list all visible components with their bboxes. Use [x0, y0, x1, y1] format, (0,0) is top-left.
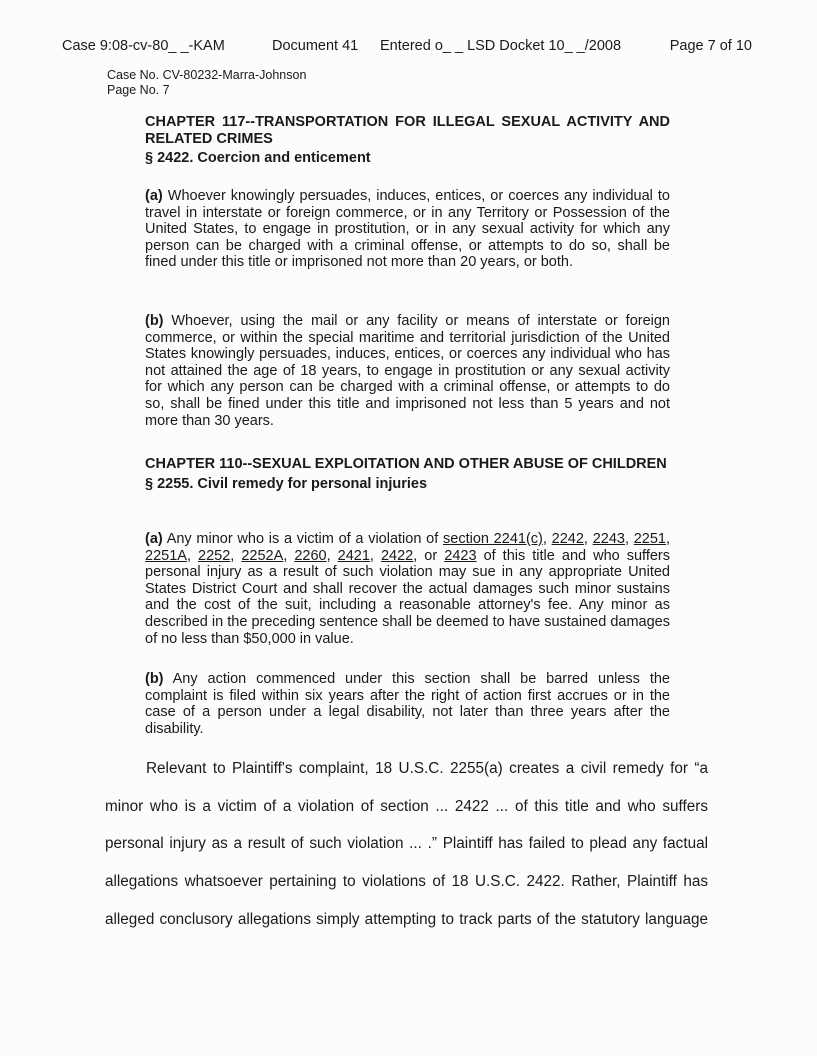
statute-link[interactable]: 2422 — [380, 547, 414, 564]
argument-line: minor who is a victim of a violation of section ... 2422 ... of this title and who suffers — [105, 798, 708, 815]
section-2255-heading: § 2255. Civil remedy for personal injuries — [145, 475, 428, 492]
paragraph-text: Whoever knowingly persuades, induces, entices, or coerces any individual to travel in interstate or foreign commerce, or in any Territory or Possession of the United States, to engage in prostitution, or in any sexual activity for which any person can be charged with a criminal offense, or attempts to do so, shall be fined under this title or imprisoned not more than 20 years, or both. — [145, 188, 670, 271]
statute-link[interactable]: 2251 — [633, 531, 666, 547]
section-2255-paragraph-b — [145, 671, 670, 737]
statute-link[interactable]: section 2241(c) — [443, 531, 543, 547]
statute-link[interactable]: 2423 — [444, 547, 477, 564]
case-number-line: Case No. CV-80232-Marra-Johnson — [107, 68, 307, 82]
running-header — [107, 68, 306, 98]
paragraph-text: Whoever, using the mail or any facility or means of interstate or foreign commerce, or within the special maritime and territorial jurisdiction of the United States knowingly persuades, induces, entices, or coerces any individual who has not attained the age of 18 years, to engage in prostitution or any sexual activity for which any person can be charged with a criminal offense, or attempts to do so, shall be fined under this title and imprisoned not less than 5 years and not more than 30 years. — [145, 313, 670, 429]
docket-page-count: Page 7 of 10 — [669, 38, 752, 54]
paragraph-label: (a) — [145, 188, 163, 204]
paragraph-label: (a) — [145, 531, 163, 547]
docket-document-number: Document 41 — [272, 38, 359, 54]
docket-entered-date: Entered o_ _ LSD Docket 10_ _/2008 — [380, 38, 622, 54]
argument-line: alleged conclusory allegations simply attempting to track parts of the statutory language — [105, 911, 708, 928]
page-number-line: Page No. 7 — [107, 83, 170, 97]
statute-link[interactable]: 2252A — [241, 547, 284, 564]
statute-link[interactable]: 2243 — [592, 531, 625, 547]
argument-line: allegations whatsoever pertaining to violations of 18 U.S.C. 2422. Rather, Plaintiff has — [105, 873, 708, 890]
chapter-117-block — [145, 114, 670, 167]
section-2255-paragraph-a: (a) Any minor who is a victim of a violation of section 2241(c), 2242, 2243, 2251, 2251A, 2252, 2252A, 2260, 2421, 2422, or 2423 of this title and who suffers personal injury as a result of such violation may sue in any appropriate United States District Court and shall recover the actual damages such minor sustains and the cost of the suit, including a reasonable attorney's fee. Any minor as described in the preceding sentence shall be deemed to have sustained damages of no less than $50,000 in value. — [145, 531, 671, 647]
statute-link[interactable]: 2260 — [294, 547, 327, 564]
section-2422-paragraph-b — [145, 313, 670, 429]
argument-line: personal injury as a result of such violation ... .” Plaintiff has failed to plead any factual — [105, 835, 708, 852]
section-2422-heading: § 2422. Coercion and enticement — [145, 150, 371, 167]
paragraph-text: of this title and who suffers personal injury as a result of such violation may sue in any appropriate United States District Court and shall recover the actual damages such minor sustains and the cost of the suit, including a reasonable attorney's fee. Any minor as described in the preceding sentence shall be deemed to have sustained damages of no less than $50,000 in value. — [145, 547, 670, 647]
section-2422-paragraph-a — [145, 188, 670, 271]
chapter-110-block — [145, 456, 670, 492]
paragraph-text: Any action commenced under this section shall be barred unless the complaint is filed within six years after the right of action first accrues or in the case of a person under a legal disability, not later than three years after the disability. — [145, 671, 670, 737]
argument-line: Relevant to Plaintiff's complaint, 18 U.S.C. 2255(a) creates a civil remedy for “a — [146, 760, 708, 777]
paragraph-label: (b) — [145, 671, 164, 687]
statute-link[interactable]: 2421 — [337, 547, 370, 564]
statute-link[interactable]: 2251A — [145, 547, 187, 564]
paragraph-label: (b) — [145, 313, 164, 329]
chapter-110-heading: CHAPTER 110--SEXUAL EXPLOITATION AND OTHER ABUSE OF CHILDREN — [145, 456, 667, 472]
statute-link[interactable]: 2242 — [551, 531, 584, 547]
statute-link[interactable]: 2252 — [198, 547, 231, 564]
chapter-117-heading: CHAPTER 117--TRANSPORTATION FOR ILLEGAL SEXUAL ACTIVITY AND RELATED CRIMES — [145, 114, 670, 147]
docket-case-number: Case 9:08-cv-80_ _-KAM — [62, 38, 225, 54]
paragraph-intro: Any minor who is a victim of a violation of — [166, 531, 439, 547]
